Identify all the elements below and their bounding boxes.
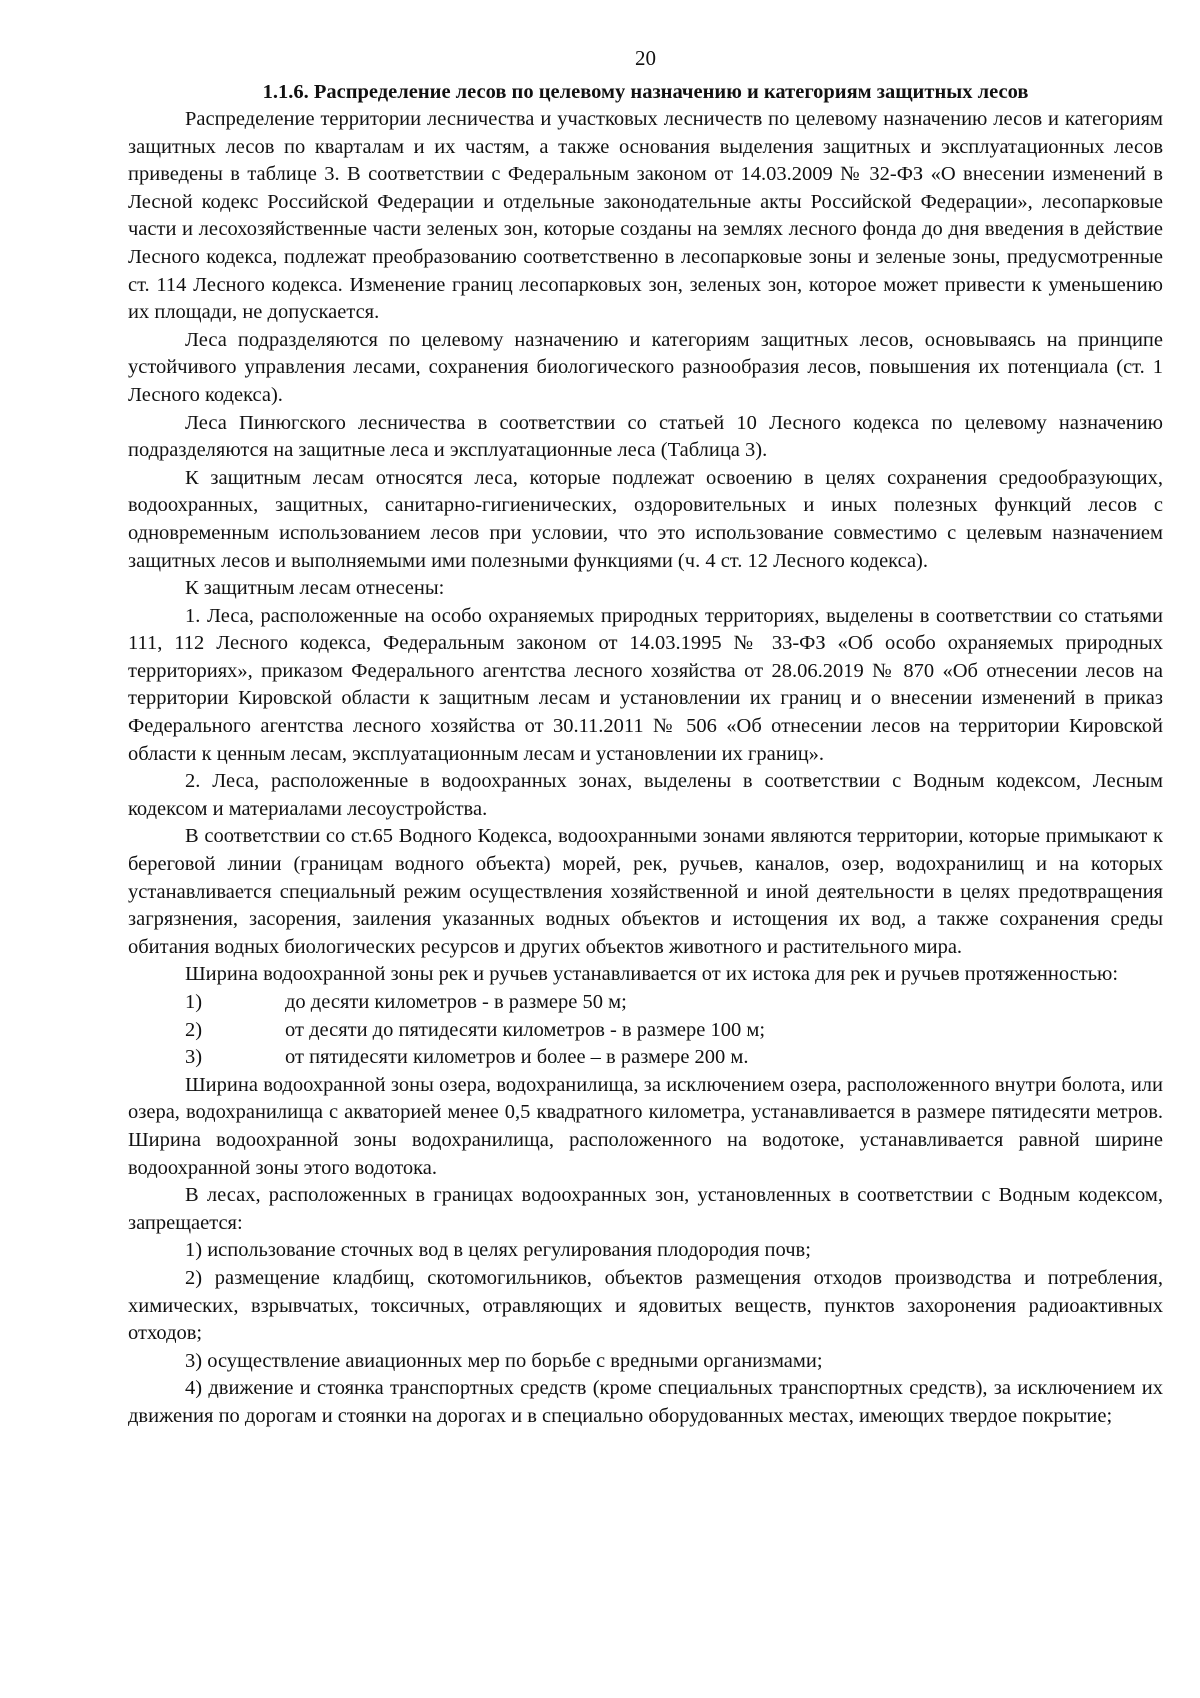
paragraph: В лесах, расположенных в границах водоохранных зон, установленных в соответствии с Водным кодексом, запрещается: <box>128 1184 1163 1234</box>
section-heading: 1.1.6. Распределение лесов по целевому назначению и категориям защитных лесов <box>262 81 1029 103</box>
paragraph: К защитным лесам относятся леса, которые подлежат освоению в целях сохранения средообразующих, водоохранных, защитных, санитарно-гигиенических, оздоровительных и иных полезных функций лесов с одновременным использованием лесов при условии, что это использование совместимо с целевым назначением защитных лесов и выполняемыми ими полезными функциями (ч. 4 ст. 12 Лесного кодекса). <box>128 466 1163 572</box>
list-item-number: 3) <box>185 1046 203 1069</box>
paragraph: 1. Леса, расположенные на особо охраняемых природных территориях, выделены в соответствии со статьями 111, 112 Лесного кодекса, Федеральным законом от 14.03.1995 № 33-ФЗ «Об особо охраняемых природных территориях», приказом Федерального агентства лесного хозяйства от 28.06.2019 № 870 «Об отнесении лесов на территории Кировской области к защитным лесам и установлении их границ и о внесении изменений в приказ Федерального агентства лесного хозяйства от 30.11.2011 № 506 «Об отнесении лесов на территории Кировской области к ценным лесам, эксплуатационным лесам и установлении их границ». <box>128 604 1163 765</box>
list-item-text: до десяти километров - в размере 50 м; <box>285 991 627 1013</box>
list-item <box>128 989 1163 1017</box>
list-item <box>128 1044 1163 1072</box>
list-item <box>128 1017 1163 1045</box>
paragraph: Ширина водоохранной зоны озера, водохранилища, за исключением озера, расположенного внутри болота, или озера, водохранилища с акваторией менее 0,5 квадратного километра, устанавливается в размере пятидесяти метров. Ширина водоохранной зоны водохранилища, расположенного на водотоке, устанавливается равной ширине водоохранной зоны этого водотока. <box>128 1073 1163 1179</box>
document-page <box>128 44 1163 1431</box>
paragraph: Ширина водоохранной зоны рек и ручьев устанавливается от их истока для рек и ручьев протяженностью: <box>185 963 1119 986</box>
paragraph: 1) использование сточных вод в целях регулирования плодородия почв; <box>185 1239 811 1262</box>
list-item-number: 1) <box>185 991 203 1013</box>
paragraph: В соответствии со ст.65 Водного Кодекса, водоохранными зонами являются территории, которые примыкают к береговой линии (границам водного объекта) морей, рек, ручьев, каналов, озер, водохранилищ и на которых устанавливается специальный режим осуществления хозяйственной и иной деятельности в целях предотвращения загрязнения, засорения, заиления указанных водных объектов и истощения их вод, а также сохранения среды обитания водных биологических ресурсов и других объектов животного и растительного мира. <box>128 825 1163 958</box>
paragraph: 3) осуществление авиационных мер по борьбе с вредными организмами; <box>185 1349 823 1372</box>
paragraph: Распределение территории лесничества и участковых лесничеств по целевому назначению лесов и категориям защитных лесов по кварталам и их частям, а также основания выделения защитных и эксплуатационных лесов приведены в таблице 3. В соответствии с Федеральным законом от 14.03.2009 № 32-ФЗ «О внесении изменений в Лесной кодекс Российской Федерации и отдельные законодательные акты Российской Федерации», лесопарковые части и лесохозяйственные части зеленых зон, которые созданы на землях лесного фонда до дня введения в действие Лесного кодекса, подлежат преобразованию соответственно в лесопарковые зоны и зеленые зоны, предусмотренные ст. 114 Лесного кодекса. Изменение границ лесопарковых зон, зеленых зон, которое может привести к уменьшению их площади, не допускается. <box>128 108 1163 324</box>
paragraph: 2. Леса, расположенные в водоохранных зонах, выделены в соответствии с Водным кодексом, Лесным кодексом и материалами лесоустройства. <box>128 770 1163 820</box>
list-item-number: 2) <box>185 1018 203 1041</box>
page-number: 20 <box>635 46 656 70</box>
paragraph: Леса подразделяются по целевому назначению и категориям защитных лесов, основываясь на принципе устойчивого управления лесами, сохранения биологического разнообразия лесов, повышения их потенциала (ст. 1 Лесного кодекса). <box>128 328 1163 406</box>
paragraph: Леса Пинюгского лесничества в соответствии со статьей 10 Лесного кодекса по целевому назначению подразделяются на защитные леса и эксплуатационные леса (Таблица 3). <box>128 411 1163 462</box>
list-item-text: от десяти до пятидесяти километров - в размере 100 м; <box>285 1018 766 1041</box>
paragraph: 2) размещение кладбищ, скотомогильников, объектов размещения отходов производства и потребления, химических, взрывчатых, токсичных, отравляющих и ядовитых веществ, пунктов захоронения радиоактивных отходов; <box>128 1266 1163 1345</box>
paragraph: К защитным лесам отнесены: <box>185 577 445 600</box>
paragraph: 4) движение и стоянка транспортных средств (кроме специальных транспортных средств), за исключением их движения по дорогам и стоянки на дорогах и в специально оборудованных местах, имеющих твердое покрытие; <box>128 1377 1163 1427</box>
list-item-text: от пятидесяти километров и более – в размере 200 м. <box>285 1046 749 1069</box>
